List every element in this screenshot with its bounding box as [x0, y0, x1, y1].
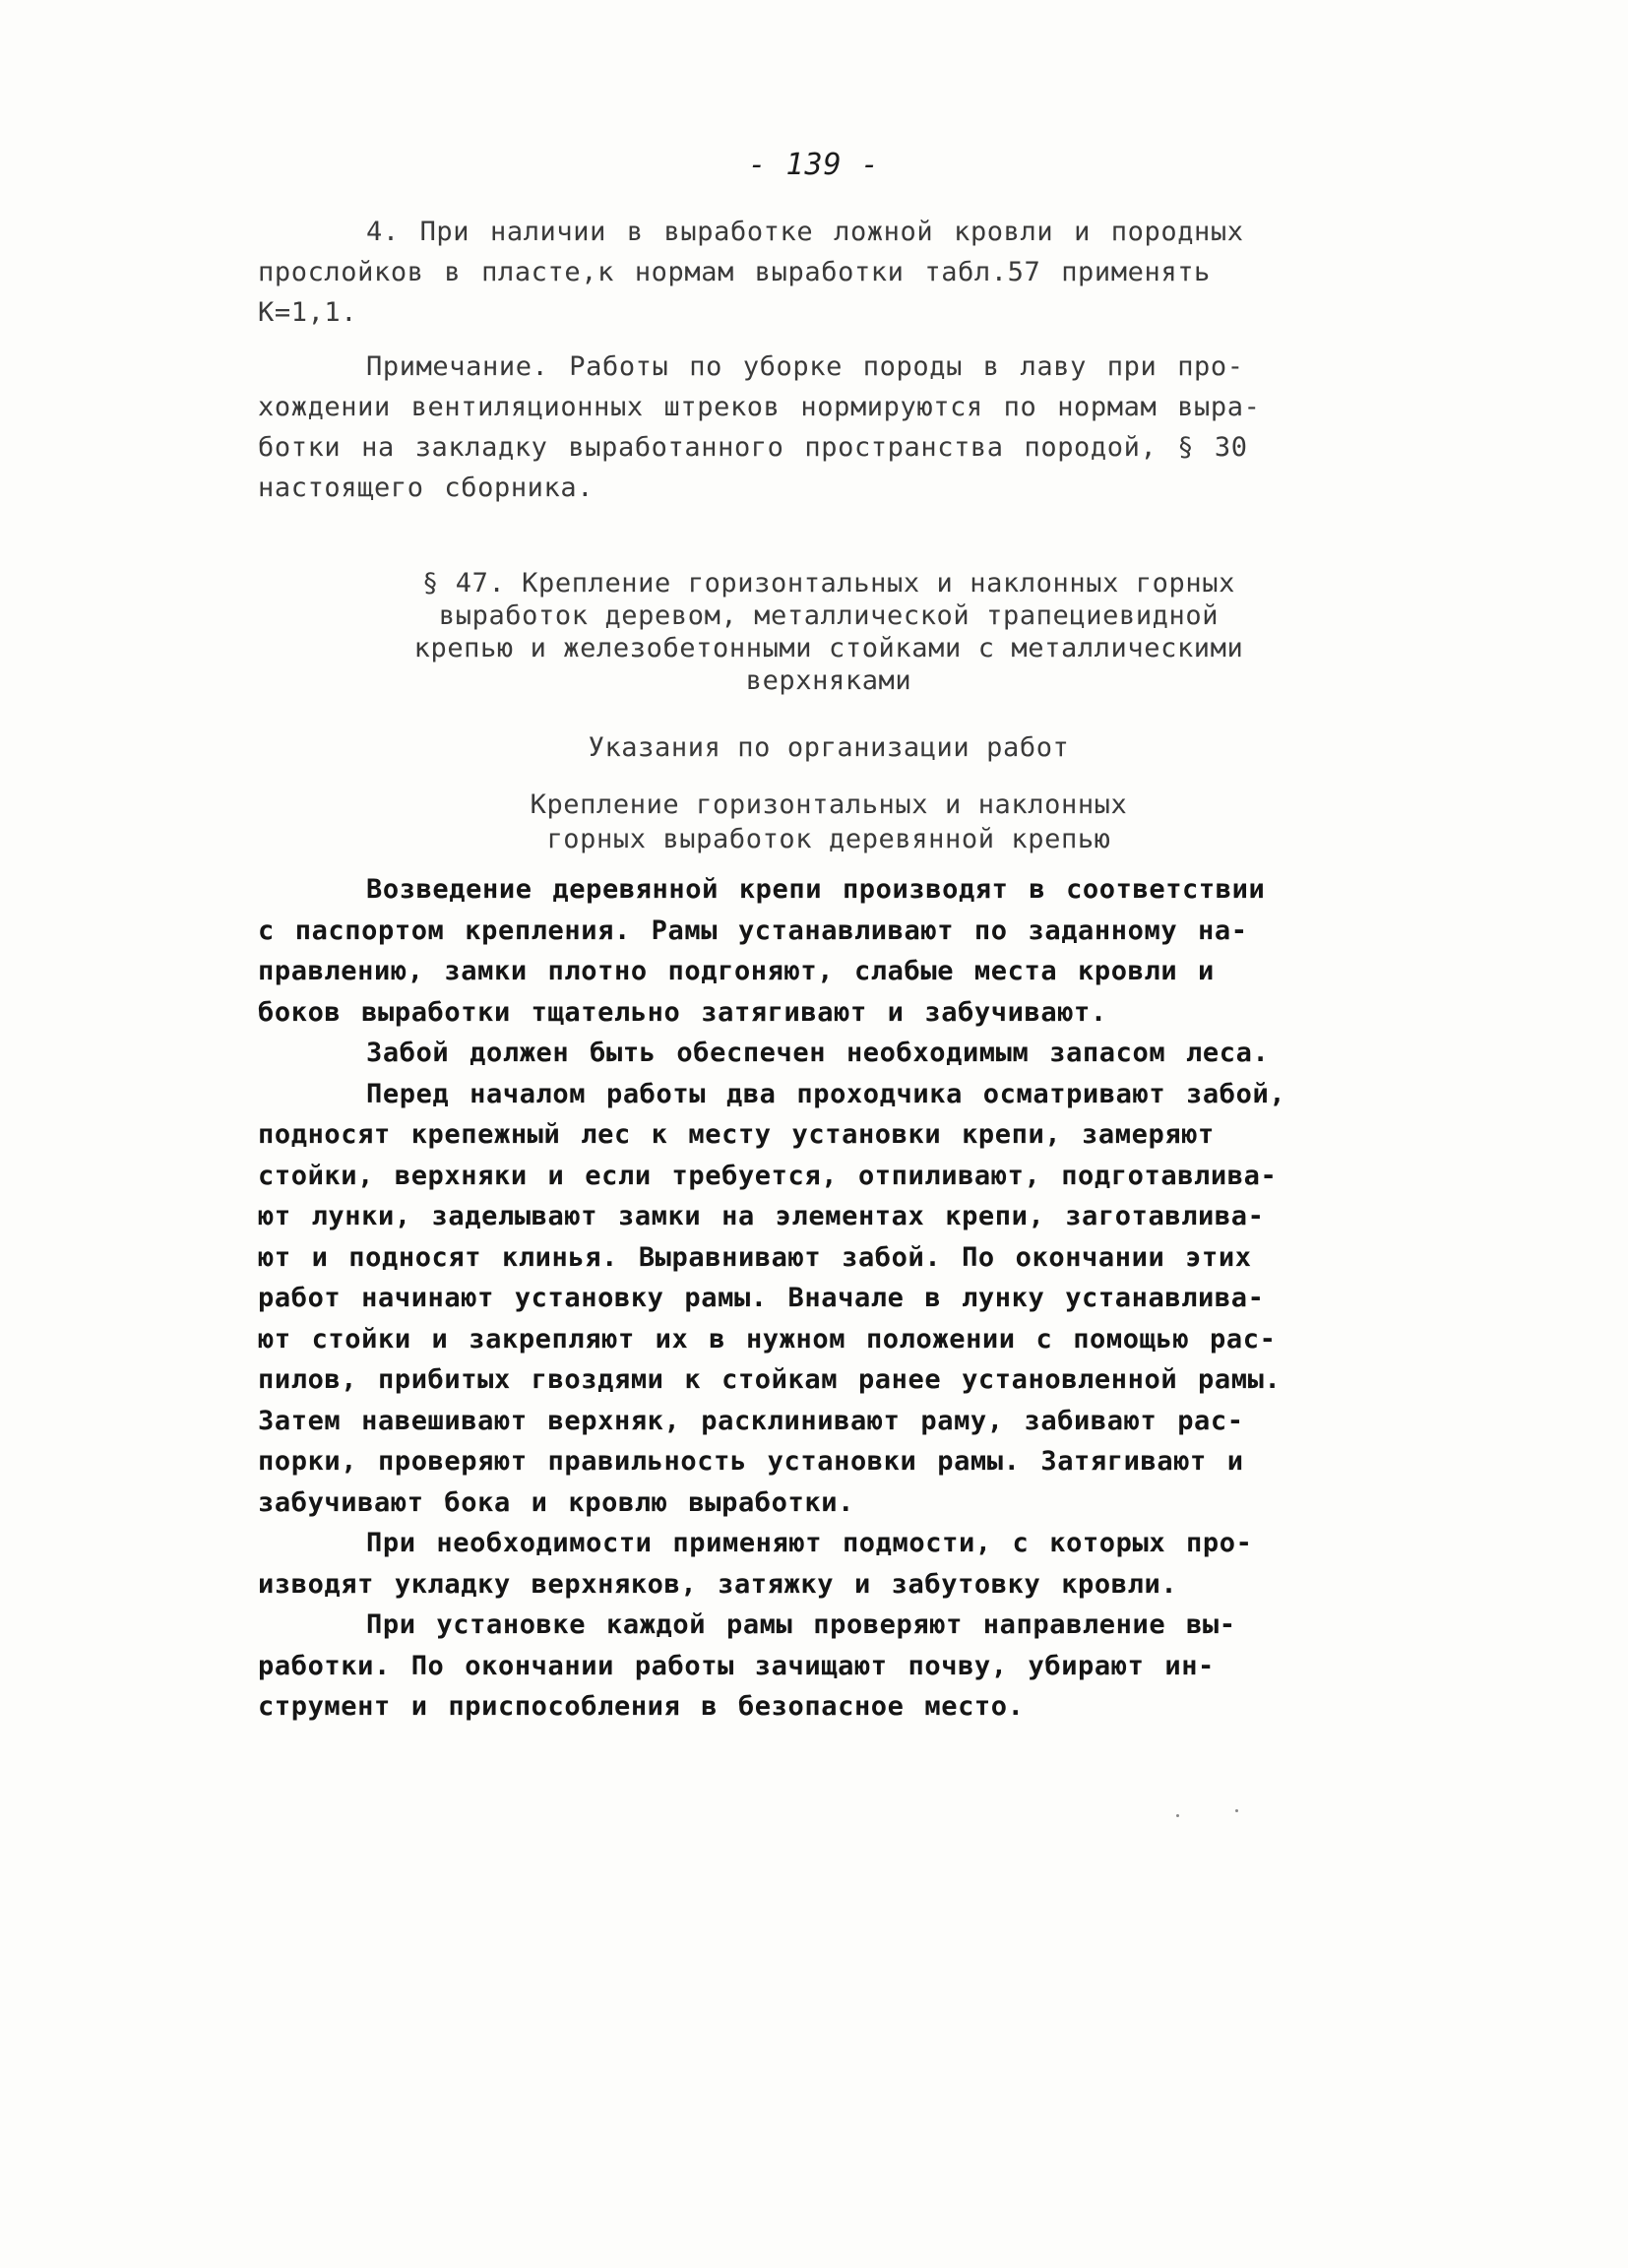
note-line: настоящего сборника.: [258, 472, 595, 503]
body-line: струмент и приспособления в безопасное место.: [258, 1691, 1025, 1722]
note-line: Примечание. Работы по уборке породы в лаву при про-: [366, 351, 1244, 382]
body-line: подносят крепежный лес к месту установки крепи, замеряют: [258, 1119, 1215, 1150]
body-line: При необходимости применяют подмости, с которых про-: [366, 1528, 1253, 1558]
body-line: ют лунки, заделывают замки на элементах крепи, заготавлива-: [258, 1201, 1265, 1231]
scan-speck: [1176, 1814, 1179, 1817]
item-4-paragraph: [258, 212, 1400, 333]
note-paragraph: [258, 346, 1400, 508]
body-line: боков выработки тщательно затягивают и забучивают.: [258, 996, 1107, 1028]
body-line: Перед началом работы два проходчика осматривают забой,: [366, 1078, 1286, 1109]
body-paragraph-5: [258, 1605, 1400, 1728]
body-paragraph-2: [258, 1033, 1400, 1074]
subtitle-organization: [258, 731, 1400, 764]
body-line: работ начинают установку рамы. Вначале в лунку устанавлива-: [258, 1283, 1265, 1313]
section-title: [258, 567, 1400, 697]
body-line: изводят укладку верхняков, затяжку и забутовку кровли.: [258, 1568, 1178, 1600]
body-line: Возведение деревянной крепи производят в соответствии: [366, 874, 1266, 905]
body-line: забучивают бока и кровлю выработки.: [258, 1486, 854, 1518]
body-paragraph-1: [258, 869, 1400, 1033]
scan-speck: [1235, 1809, 1238, 1812]
body-line: правлению, замки плотно подгоняют, слабые места кровли и: [258, 956, 1215, 986]
page-number: - 139 -: [748, 148, 880, 182]
note-line: ботки на закладку выработанного пространства породой, § 30: [258, 432, 1248, 463]
section-title-line: верхняками: [745, 665, 912, 696]
subtitle-organization-text: Указания по организации работ: [588, 732, 1070, 763]
item-4-line: 4. При наличии в выработке ложной кровли и породных: [366, 217, 1244, 247]
body-line: стойки, верхняки и если требуется, отпиливают, подготавлива-: [258, 1160, 1278, 1191]
section-title-line: выработок деревом, металлической трапециевидной: [438, 600, 1220, 631]
body-line: При установке каждой рамы проверяют направление вы-: [366, 1609, 1236, 1640]
subtitle-wooden-support-line: Крепление горизонтальных и наклонных: [530, 789, 1128, 820]
item-4-line: К=1,1.: [258, 297, 358, 328]
subtitle-wooden-support-line: горных выработок деревянной крепью: [546, 824, 1111, 854]
section-title-line: § 47. Крепление горизонтальных и наклонных горных: [422, 568, 1235, 598]
body-line: порки, проверяют правильность установки рамы. Затягивают и: [258, 1446, 1244, 1477]
body-line: Затем навешивают верхняк, расклинивают раму, забивают рас-: [258, 1405, 1244, 1436]
subtitle-wooden-support: [258, 788, 1400, 856]
body-line: пилов, прибитых гвоздями к стойкам ранее установленной рамы.: [258, 1364, 1282, 1395]
body-line: ют и подносят клинья. Выравнивают забой. По окончании этих: [258, 1241, 1252, 1273]
body-line: ют стойки и закрепляют их в нужном положении с помощью рас-: [258, 1323, 1277, 1354]
item-4-line: прослойков в пласте,к нормам выработки табл.57 применять: [258, 257, 1211, 287]
body-text: [258, 869, 1400, 1728]
body-paragraph-3: [258, 1074, 1400, 1524]
section-title-line: крепью и железобетонными стойками с металлическими: [413, 633, 1244, 663]
body-line: с паспортом крепления. Рамы устанавливают по заданному на-: [258, 914, 1248, 946]
note-line: хождении вентиляционных штреков нормируются по нормам выра-: [258, 392, 1261, 422]
body-paragraph-4: [258, 1523, 1400, 1605]
body-line: Забой должен быть обеспечен необходимым запасом леса.: [366, 1038, 1270, 1068]
body-line: работки. По окончании работы зачищают почву, убирают ин-: [258, 1650, 1215, 1681]
